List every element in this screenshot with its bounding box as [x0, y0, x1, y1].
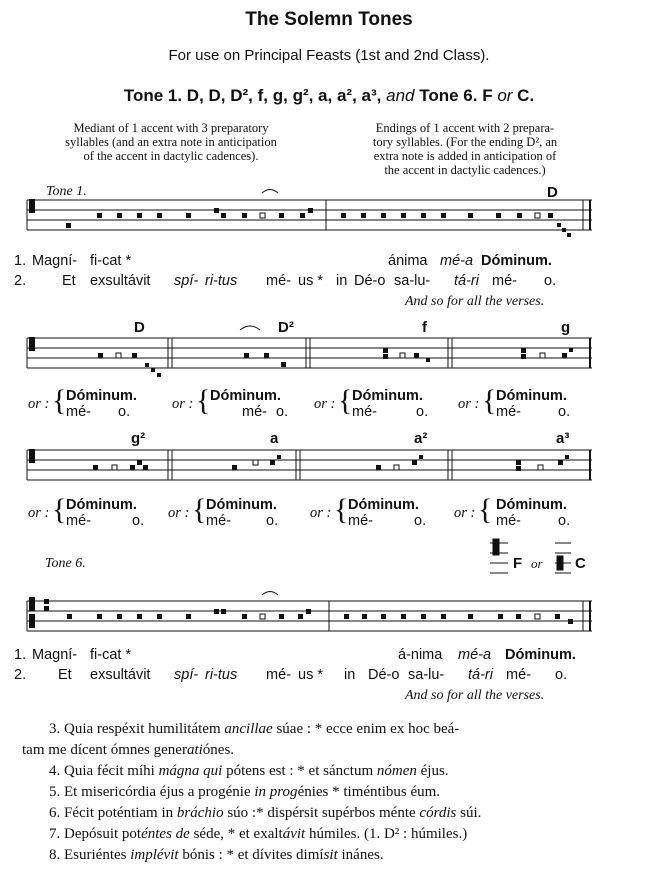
- ending-label-g: g: [561, 319, 571, 336]
- alt-word-o: o.: [276, 404, 289, 420]
- lyric-syllable: Dóminum.: [505, 647, 576, 663]
- verse-text: éjus.: [416, 763, 449, 779]
- verse-number: 7.: [49, 826, 61, 842]
- brace-icon: {: [196, 384, 211, 417]
- tone6-ending-f: F: [513, 555, 523, 572]
- alt-group-row2-1: [28, 493, 168, 533]
- verse-text: Depósuit pot: [64, 826, 142, 842]
- lyric-syllable: Magní-: [32, 647, 78, 663]
- brace-icon: {: [334, 493, 349, 526]
- lyric-syllable: tá-ri: [454, 273, 479, 289]
- verse-line: [22, 719, 642, 740]
- alt-word-dominum: Dóminum.: [210, 388, 281, 404]
- lyric-syllable: exsultávit: [90, 273, 151, 289]
- lyric-syllable: mé-a: [458, 647, 492, 663]
- alt-word-meo: mé-: [206, 513, 231, 529]
- lyric-syllable: fi-cat *: [90, 253, 132, 269]
- tones-c: C.: [517, 86, 535, 105]
- tone1-verse2: [14, 273, 557, 289]
- lyric-syllable: á-nima: [398, 647, 443, 663]
- verse-text: súae : * ecce enim ex hoc beá-: [272, 721, 460, 737]
- staff-tone6: [27, 601, 592, 631]
- lyric-syllable: in: [336, 273, 348, 289]
- alt-word-dominum: Dóminum.: [348, 497, 419, 513]
- tone1-verse1: [14, 253, 552, 269]
- lyric-syllable: Dé-o: [368, 667, 400, 683]
- verse-italic: implévit: [130, 847, 179, 863]
- mediant-note-line: Mediant of 1 accent with 3 preparatory: [73, 121, 269, 135]
- mediant-note-line: syllables (and an extra note in anticipation: [65, 135, 277, 149]
- lyric-syllable: us *: [298, 667, 323, 683]
- lyric-syllable: o.: [555, 667, 568, 683]
- lyric-syllable: mé-: [266, 273, 291, 289]
- verse-italic: ávit: [282, 826, 306, 842]
- tones-tone6: Tone 6. F: [419, 86, 493, 105]
- alt-or: or :: [310, 505, 332, 521]
- alt-word-dominum: Dóminum.: [496, 497, 567, 513]
- alt-word-meo: mé-: [496, 404, 521, 420]
- alt-word-o: o.: [414, 513, 427, 529]
- ending-label-a2: a²: [414, 430, 428, 447]
- verse-italic: nómen: [376, 763, 417, 779]
- verses-block: [22, 719, 642, 866]
- alt-or: or :: [168, 505, 190, 521]
- tone1-label: Tone 1.: [46, 184, 87, 199]
- alt-group-row1-2: [172, 384, 312, 424]
- endings-note-line: the accent in dactylic cadences.): [384, 163, 546, 177]
- lyric-syllable: mé-: [506, 667, 531, 683]
- alt-or: or :: [28, 505, 50, 521]
- lyric-syllable: sa-lu-: [394, 273, 431, 289]
- verse-text: Et misericórdia éjus a progénie: [64, 784, 255, 800]
- tones-list: Tone 1. D, D, D², f, g, g², a, a², a³,: [123, 86, 382, 105]
- tones-and: and: [386, 86, 415, 105]
- alt-word-meo: mé-: [66, 404, 91, 420]
- tone6-verse1: [14, 647, 576, 663]
- alt-word-dominum: Dóminum.: [352, 388, 423, 404]
- ending-label-g2: g²: [131, 430, 146, 447]
- lyric-syllable: Magní-: [32, 253, 78, 269]
- lyric-syllable: us *: [298, 273, 323, 289]
- endings-note-line: tory syllables. (For the ending D², an: [372, 135, 558, 149]
- tone6-ending-c: C: [575, 555, 586, 572]
- alt-group-row1-1: [28, 384, 168, 424]
- verse-text: tam me dícent ómnes gener: [22, 742, 187, 758]
- ending-label-D: D: [134, 319, 145, 336]
- ending-label-a3: a³: [556, 430, 570, 447]
- brace-icon: {: [482, 384, 497, 417]
- page-title: The Solemn Tones: [245, 9, 413, 30]
- lyric-syllable: spí-: [174, 667, 199, 683]
- tone1-so-note: And so for all the verses.: [405, 294, 545, 309]
- verse-text: pótens est : * et sánctum: [222, 763, 377, 779]
- verse-text: inánes.: [337, 847, 384, 863]
- tone6-or: or: [531, 556, 543, 571]
- alt-group-row1-3: [314, 384, 454, 424]
- lyric-syllable: tá-ri: [468, 667, 493, 683]
- endings-note-line: extra note is added in anticipation of: [373, 149, 557, 163]
- verse-text: húmiles. (1. D² : húmiles.): [305, 826, 468, 842]
- verse-italic: ati: [186, 742, 203, 758]
- lyric-syllable: Et: [58, 667, 72, 683]
- alt-word-meo: mé-: [352, 404, 377, 420]
- alt-group-row2-2: [168, 493, 298, 533]
- lyric-syllable: o.: [544, 273, 557, 289]
- tone6-notes: [29, 592, 573, 629]
- alt-word-meo: mé-: [496, 513, 521, 529]
- lyric-syllable: Dé-o: [354, 273, 386, 289]
- brace-icon: {: [52, 384, 67, 417]
- verse-text: Fécit poténtiam in: [64, 805, 177, 821]
- alt-word-dominum: Dóminum.: [496, 388, 567, 404]
- verse-text: Esuriéntes: [64, 847, 131, 863]
- alt-word-o: o.: [558, 404, 571, 420]
- lyric-syllable: mé-a: [440, 253, 474, 269]
- verse-line: [22, 761, 642, 782]
- alt-or: or :: [172, 396, 194, 412]
- verse-text: bónis : * et dívites dimí: [178, 847, 324, 863]
- verse-text: súi.: [456, 805, 482, 821]
- tone6-verse2: [14, 667, 568, 683]
- verse-italic: bráchio: [176, 805, 224, 821]
- alt-or: or :: [28, 396, 50, 412]
- lyric-syllable: sa-lu-: [408, 667, 445, 683]
- mediant-note-line: of the accent in dactylic cadences).: [83, 149, 259, 163]
- verse-number: 2.: [14, 667, 27, 683]
- brace-icon: {: [338, 384, 353, 417]
- alt-group-row1-4: [458, 384, 598, 424]
- lyric-syllable: spí-: [174, 273, 199, 289]
- lyric-syllable: ánima: [388, 253, 428, 269]
- staff-endings-row1: [27, 338, 592, 368]
- verse-text: Quia fécit míhi: [64, 763, 159, 779]
- verse-italic: ancillae: [224, 721, 273, 737]
- brace-icon: {: [52, 493, 67, 526]
- lyric-syllable: Dóminum.: [481, 253, 552, 269]
- verse-italic: mágna qui: [158, 763, 223, 779]
- staff-tone1: [27, 200, 592, 230]
- brace-icon: {: [478, 493, 493, 526]
- verse-text: súo :* dispérsit supérbos ménte: [223, 805, 420, 821]
- verse-number: 5.: [49, 784, 61, 800]
- alt-word-o: o.: [118, 404, 131, 420]
- verse-text: ónes.: [202, 742, 235, 758]
- ending-label-a: a: [270, 430, 279, 447]
- alt-or: or :: [458, 396, 480, 412]
- verse-line: [22, 782, 642, 803]
- verse-line: [22, 845, 642, 866]
- lyric-syllable: ri-tus: [205, 273, 238, 289]
- verse-number: 2.: [14, 273, 27, 289]
- verse-italic: córdis: [419, 805, 457, 821]
- verse-number: 1.: [14, 647, 27, 663]
- verse-text: énies * timéntibus éum.: [297, 784, 441, 800]
- lyric-syllable: Et: [62, 273, 76, 289]
- tone6-so-note: And so for all the verses.: [405, 688, 545, 703]
- verse-italic: éntes de: [141, 826, 190, 842]
- lyric-syllable: exsultávit: [90, 667, 151, 683]
- lyric-syllable: mé-: [266, 667, 291, 683]
- lyric-syllable: ri-tus: [205, 667, 238, 683]
- alt-word-dominum: Dóminum.: [66, 388, 137, 404]
- verse-number: 3.: [49, 721, 61, 737]
- verse-text: séde, * et exalt: [189, 826, 283, 842]
- lyric-syllable: in: [344, 667, 356, 683]
- alt-word-dominum: Dóminum.: [206, 497, 277, 513]
- verse-text: Quia respéxit humilitátem: [64, 721, 225, 737]
- verse-line: [22, 740, 642, 761]
- alt-word-meo: mé-: [348, 513, 373, 529]
- lyric-syllable: mé-: [492, 273, 517, 289]
- alt-word-o: o.: [132, 513, 145, 529]
- tone6-label: Tone 6.: [45, 556, 86, 571]
- alt-word-o: o.: [558, 513, 571, 529]
- brace-icon: {: [192, 493, 207, 526]
- verse-italic: in prog: [254, 784, 298, 800]
- lyric-syllable: fi-cat *: [90, 647, 132, 663]
- verse-number: 4.: [49, 763, 61, 779]
- verse-line: [22, 824, 642, 845]
- alt-word-meo: mé-: [66, 513, 91, 529]
- verse-number: 6.: [49, 805, 61, 821]
- alt-word-meo: mé-: [242, 404, 267, 420]
- verse-number: 8.: [49, 847, 61, 863]
- ending-label-D2: D²: [278, 319, 294, 336]
- ending-label-f: f: [422, 319, 427, 336]
- verse-line: [22, 803, 642, 824]
- alt-group-row2-3: [310, 493, 450, 533]
- verse-italic: sit: [323, 847, 338, 863]
- verse-number: 1.: [14, 253, 27, 269]
- endings-row1-notes: [29, 326, 573, 377]
- page-subtitle: For use on Principal Feasts (1st and 2nd Class).: [168, 47, 490, 64]
- tone1-ending-label: D: [547, 184, 558, 201]
- alt-word-o: o.: [266, 513, 279, 529]
- alt-or: or :: [454, 505, 476, 521]
- alt-word-o: o.: [416, 404, 429, 420]
- alt-word-dominum: Dóminum.: [66, 497, 137, 513]
- alt-or: or :: [314, 396, 336, 412]
- tones-or: or: [497, 86, 513, 105]
- alt-group-row2-4: [454, 493, 594, 533]
- endings-note-line: Endings of 1 accent with 2 prepara-: [375, 121, 555, 135]
